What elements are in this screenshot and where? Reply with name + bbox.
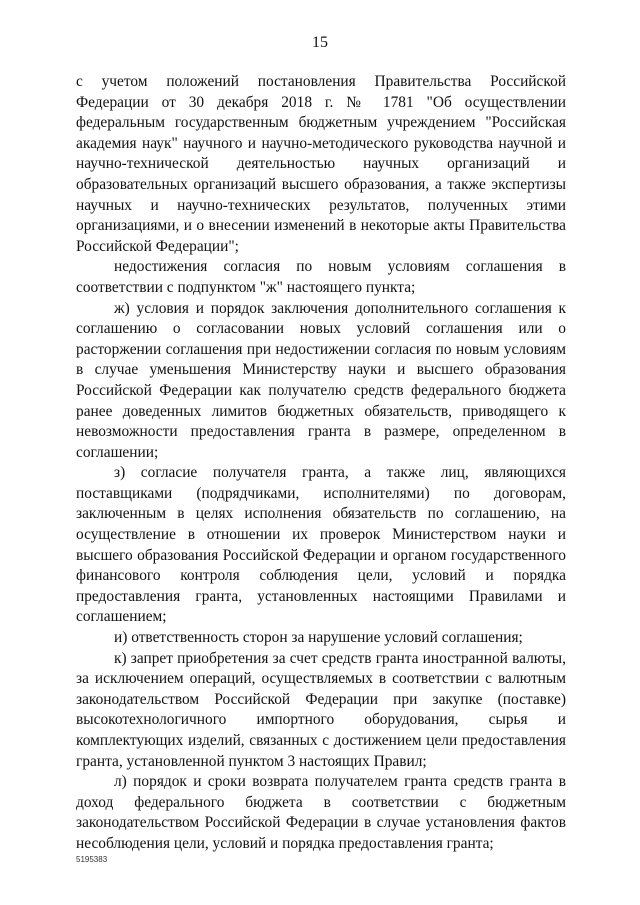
document-body [76,72,566,855]
document-code: 5195383 [76,855,108,864]
paragraph-item-i: и) ответственность сторон за нарушение условий соглашения; [114,629,523,647]
paragraph-item-z: з) согласие получателя гранта, а также лиц, являющихся поставщиками (подрядчиками, исполнителями) по договорам, заключенным в целях исполнения обязательств по соглашению, на осуществление в отношении их проверок Министерством науки и высшего образования Российской Федерации и органом государственного финансового контроля соблюдения цели, условий и порядка предоставления гранта, установленных настоящими Правилами и соглашением; [76,464,566,626]
paragraph-no-agreement: недостижения согласия по новым условиям соглашения в соответствии с подпунктом "ж" настоящего пункта; [76,258,566,296]
paragraph-continuation: с учетом положений постановления Правительства Российской Федерации от 30 декабря 2018 г. № 1781 "Об осуществлении федеральным государственным бюджетным учреждением "Российская академия наук" научного и научно-методического руководства научной и научно-технической деятельностью научных организаций и образовательных организаций высшего образования, а также экспертизы научных и научно-технических результатов, полученных этими организациями, и о внесении изменений в некоторые акты Правительства Российской Федерации"; [76,73,566,255]
paragraph-item-k: к) запрет приобретения за счет средств гранта иностранной валюты, за исключением операций, осуществляемых в соответствии с валютным законодательством Российской Федерации при закупке (поставке) высокотехнологичного импортного оборудования, сырья и комплектующих изделий, связанных с достижением цели предоставления гранта, установленной пунктом 3 настоящих Правил; [76,649,566,770]
paragraph-item-l: л) порядок и сроки возврата получателем гранта средств гранта в доход федерального бюджета в соответствии с бюджетным законодательством Российской Федерации в случае установления фактов несоблюдения цели, условий и порядка предоставления гранта; [76,773,566,852]
page-number: 15 [312,34,328,51]
paragraph-item-zh: ж) условия и порядок заключения дополнительного соглашения к соглашению о согласовании новых условий соглашения или о расторжении соглашения при недостижении согласия по новым условиям в случае уменьшения Министерству науки и высшего образования Российской Федерации как получателю средств федерального бюджета ранее доведенных лимитов бюджетных обязательств, приводящего к невозможности предоставления гранта в размере, определенном в соглашении; [76,299,566,461]
